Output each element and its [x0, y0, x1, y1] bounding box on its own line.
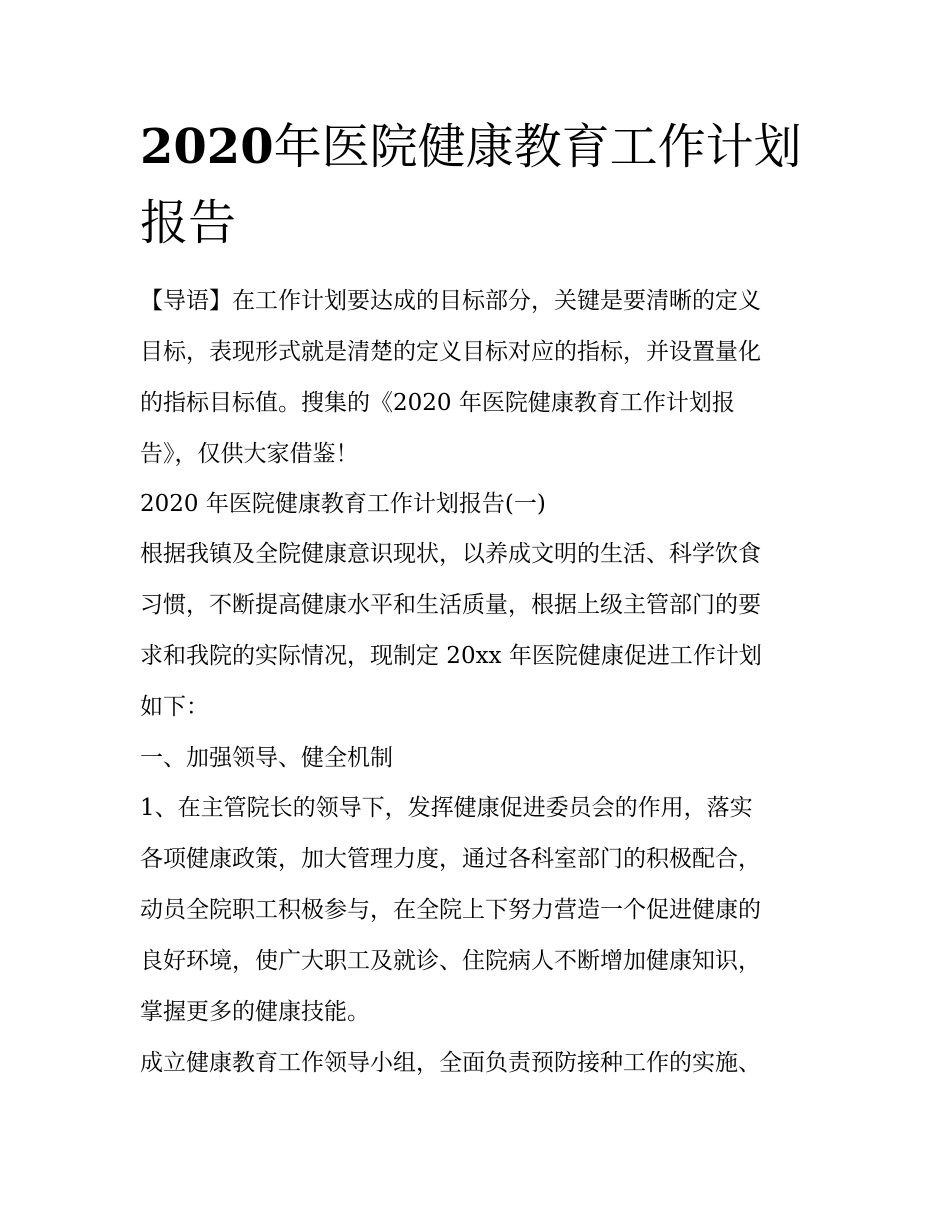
intro-line-3: 的指标目标值。搜集的《2020 年医院健康教育工作计划报 [140, 390, 735, 416]
title-text: 年医院健康教育工作计划报告 [140, 119, 802, 251]
subheading-1: 一、加强领导、健全机制 [140, 745, 393, 771]
item-line-5: 掌握更多的健康技能。 [140, 999, 370, 1025]
intro-line-4: 告》，仅供大家借鉴！ [140, 441, 359, 467]
body-line-3: 求和我院的实际情况，现制定 20xx 年医院健康促进工作计划 [140, 643, 762, 669]
body-line-4: 如下： [140, 694, 209, 720]
body-line-2: 习惯，不断提高健康水平和生活质量，根据上级主管部门的要 [140, 592, 761, 618]
section-heading: 2020 年医院健康教育工作计划报告(一) [140, 491, 546, 517]
item-line-2: 各项健康政策，加大管理力度，通过各科室部门的积极配合， [140, 846, 761, 872]
body-line-5: 成立健康教育工作领导小组，全面负责预防接种工作的实施、 [140, 1050, 761, 1076]
item-line-1: 1、在主管院长的领导下，发挥健康促进委员会的作用，落实 [140, 795, 753, 821]
item-line-3: 动员全院职工积极参与，在全院上下努力营造一个促进健康的 [140, 897, 761, 923]
body-line-1: 根据我镇及全院健康意识现状，以养成文明的生活、科学饮食 [140, 541, 761, 567]
intro-line-2: 目标，表现形式就是清楚的定义目标对应的指标，并设置量化 [140, 339, 761, 365]
document-title [140, 109, 820, 261]
item-line-4: 良好环境，使广大职工及就诊、住院病人不断增加健康知识， [140, 948, 761, 974]
intro-line-1: 【导语】在工作计划要达成的目标部分，关键是要清晰的定义 [140, 288, 761, 314]
title-year: 2020 [140, 119, 274, 175]
